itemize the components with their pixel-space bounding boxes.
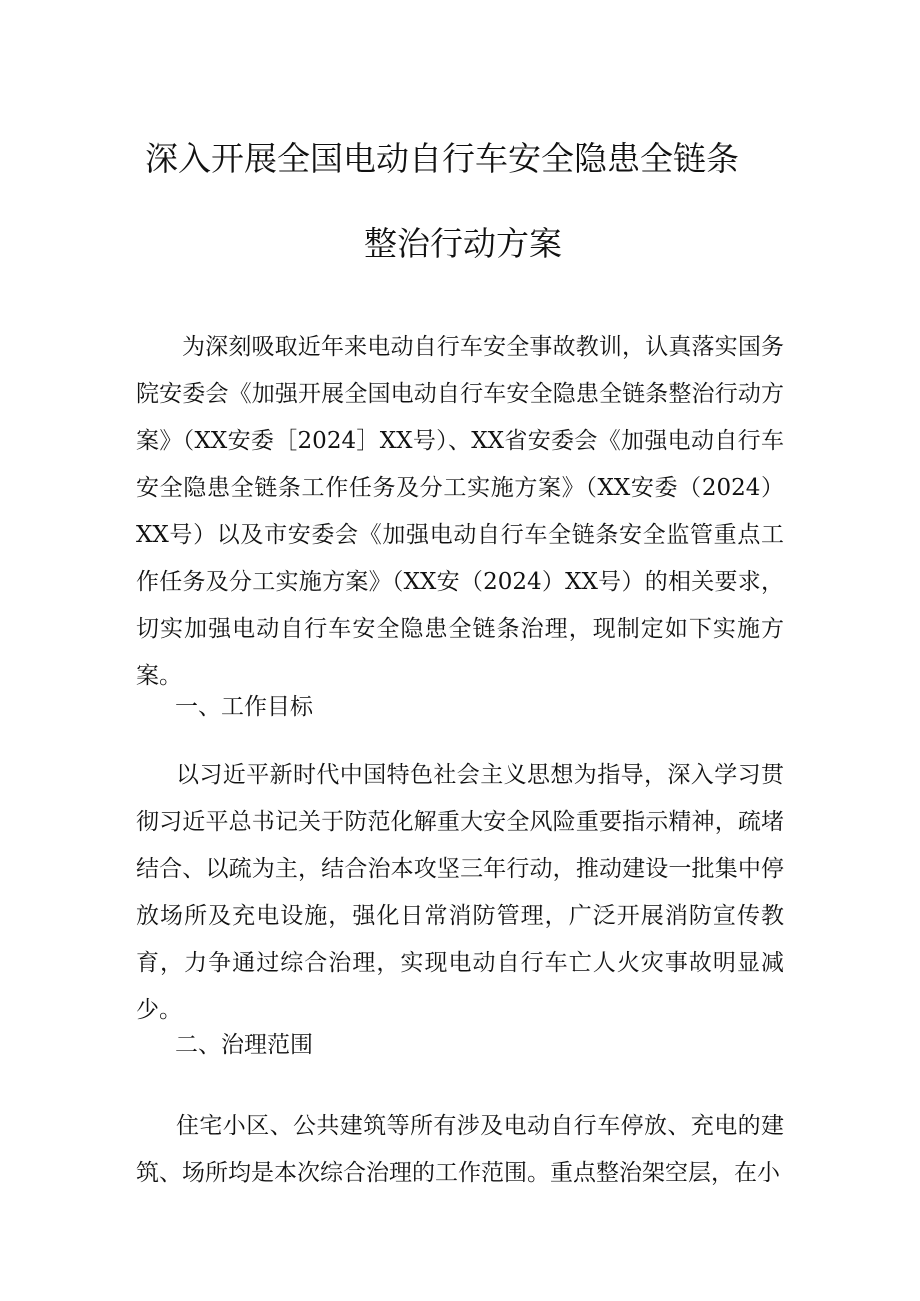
section-heading-scope: 二、治理范围 bbox=[175, 1032, 313, 1058]
document-title-line-1: 深入开展全国电动自行车安全隐患全链条 bbox=[145, 139, 739, 178]
section-heading-work-goals: 一、工作目标 bbox=[175, 694, 313, 720]
section-paragraph-work-goals: 以习近平新时代中国特色社会主义思想为指导，深入学习贯彻习近平总书记关于防范化解重大安全风险重要指示精神，疏堵结合、以疏为主，结合治本攻坚三年行动，推动建设一批集中停放场所及充电设施，强化日常消防管理，广泛开展消防宣传教育，力争通过综合治理，实现电动自行车亡人火灾事故明显减少。 bbox=[136, 762, 784, 1023]
intro-paragraph: 为深刻吸取近年来电动自行车安全事故教训，认真落实国务院安委会《加强开展全国电动自行车安全隐患全链条整治行动方案》（XX安委［2024］XX号）、XX省安委会《加强电动自行车安全隐患全链条工作任务及分工实施方案》（XX安委（2024）XX号）以及市安委会《加强电动自行车全链条安全监管重点工作任务及分工实施方案》（XX安（2024）XX号）的相关要求，切实加强电动自行车安全隐患全链条治理，现制定如下实施方案。 bbox=[136, 334, 784, 689]
section-paragraph-scope: 住宅小区、公共建筑等所有涉及电动自行车停放、充电的建筑、场所均是本次综合治理的工作范围。重点整治架空层，在小 bbox=[136, 1113, 784, 1186]
document-title-line-2: 整治行动方案 bbox=[364, 224, 562, 263]
